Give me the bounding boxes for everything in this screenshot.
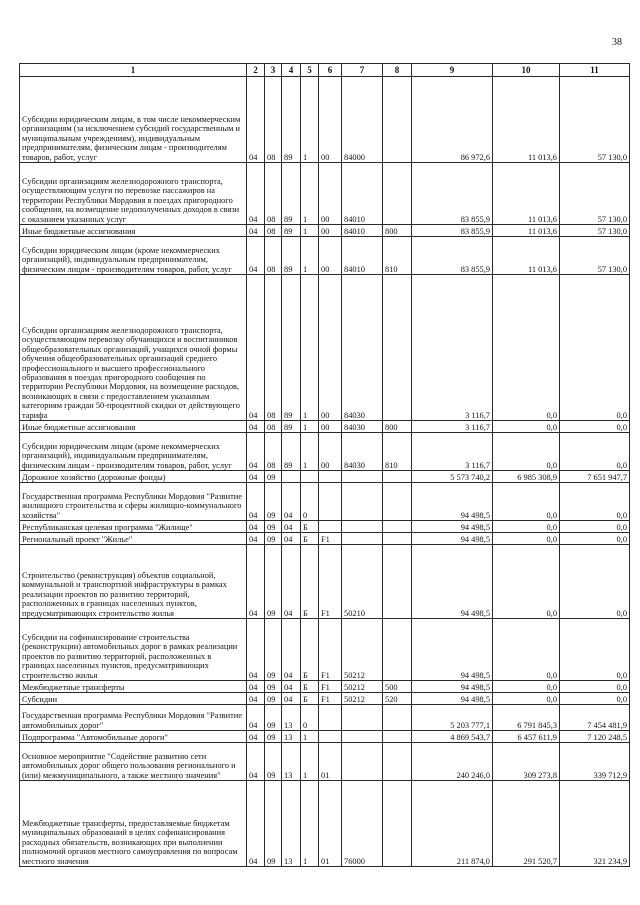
code-cell: F1 xyxy=(319,681,342,693)
code-cell xyxy=(383,619,412,681)
code-cell: 84000 xyxy=(342,77,383,163)
amount-cell: 0,0 xyxy=(493,275,560,421)
amount-cell: 94 498,5 xyxy=(412,619,493,681)
amount-cell: 94 498,5 xyxy=(412,545,493,619)
code-cell: 1 xyxy=(301,781,319,867)
code-cell: 04 xyxy=(282,483,301,521)
code-cell: 08 xyxy=(265,163,282,225)
page-number: 38 xyxy=(612,37,622,48)
amount-cell: 6 457 611,9 xyxy=(493,731,560,743)
code-cell xyxy=(342,483,383,521)
amount-cell: 0,0 xyxy=(560,545,630,619)
code-cell: 810 xyxy=(383,237,412,275)
amount-cell: 94 498,5 xyxy=(412,533,493,545)
amount-cell: 11 013,6 xyxy=(493,237,560,275)
column-header: 11 xyxy=(560,64,630,77)
code-cell: 08 xyxy=(265,421,282,433)
amount-cell: 0,0 xyxy=(560,533,630,545)
amount-cell: 7 651 947,7 xyxy=(560,471,630,483)
row-name-cell: Иные бюджетные ассигнования xyxy=(20,225,247,237)
code-cell xyxy=(342,521,383,533)
row-name-cell: Региональный проект "Жилье" xyxy=(20,533,247,545)
code-cell xyxy=(383,781,412,867)
code-cell xyxy=(383,163,412,225)
column-header: 1 xyxy=(20,64,247,77)
amount-cell: 0,0 xyxy=(493,433,560,471)
code-cell: 89 xyxy=(282,77,301,163)
code-cell: 04 xyxy=(247,731,265,743)
amount-cell: 6 985 308,9 xyxy=(493,471,560,483)
column-header: 9 xyxy=(412,64,493,77)
amount-cell: 11 013,6 xyxy=(493,225,560,237)
amount-cell: 57 130,0 xyxy=(560,225,630,237)
code-cell: 04 xyxy=(247,163,265,225)
code-cell: 50212 xyxy=(342,681,383,693)
code-cell: 04 xyxy=(282,533,301,545)
amount-cell: 86 972,6 xyxy=(412,77,493,163)
code-cell: 50210 xyxy=(342,545,383,619)
amount-cell: 0,0 xyxy=(560,521,630,533)
amount-cell: 309 273,8 xyxy=(493,743,560,781)
amount-cell: 5 573 740,2 xyxy=(412,471,493,483)
code-cell: 00 xyxy=(319,421,342,433)
code-cell xyxy=(383,471,412,483)
code-cell xyxy=(383,533,412,545)
code-cell: 1 xyxy=(301,237,319,275)
code-cell: F1 xyxy=(319,545,342,619)
amount-cell: 11 013,6 xyxy=(493,163,560,225)
amount-cell: 0,0 xyxy=(560,483,630,521)
amount-cell: 0,0 xyxy=(493,521,560,533)
code-cell: F1 xyxy=(319,619,342,681)
row-name-cell: Межбюджетные трансферты xyxy=(20,681,247,693)
amount-cell: 0,0 xyxy=(560,619,630,681)
code-cell: 04 xyxy=(247,483,265,521)
row-name-cell: Субсидии xyxy=(20,693,247,705)
column-header: 2 xyxy=(247,64,265,77)
code-cell xyxy=(383,275,412,421)
amount-cell: 7 454 481,9 xyxy=(560,705,630,731)
code-cell: Б xyxy=(301,681,319,693)
code-cell: 520 xyxy=(383,693,412,705)
row-name-cell: Дорожное хозяйство (дорожные фонды) xyxy=(20,471,247,483)
amount-cell: 83 855,9 xyxy=(412,163,493,225)
code-cell: 13 xyxy=(282,781,301,867)
code-cell xyxy=(342,731,383,743)
code-cell: 04 xyxy=(247,77,265,163)
code-cell: Б xyxy=(301,521,319,533)
code-cell: 04 xyxy=(247,421,265,433)
code-cell xyxy=(301,471,319,483)
table-body xyxy=(20,77,630,867)
column-header: 3 xyxy=(265,64,282,77)
code-cell xyxy=(282,471,301,483)
table-row xyxy=(20,433,630,471)
code-cell: 500 xyxy=(383,681,412,693)
code-cell xyxy=(342,743,383,781)
amount-cell: 240 246,0 xyxy=(412,743,493,781)
row-name-cell: Субсидии на софинансирование строительства (реконструкции) автомобильных дорог в рамках реализации проектов по развитию территорий, расположенных в границах населенных пунктов, предусматривающих строительство жилья xyxy=(20,619,247,681)
amount-cell: 321 234,9 xyxy=(560,781,630,867)
table-row xyxy=(20,693,630,705)
code-cell: 09 xyxy=(265,521,282,533)
code-cell: 08 xyxy=(265,225,282,237)
row-name-cell: Государственная программа Республики Мордовия "Развитие жилищного строительства и сферы жилищно-коммунального хозяйства" xyxy=(20,483,247,521)
code-cell: 84010 xyxy=(342,163,383,225)
amount-cell: 83 855,9 xyxy=(412,225,493,237)
code-cell: 04 xyxy=(282,693,301,705)
code-cell: 1 xyxy=(301,433,319,471)
amount-cell: 0,0 xyxy=(560,275,630,421)
column-header: 7 xyxy=(342,64,383,77)
amount-cell: 5 203 777,1 xyxy=(412,705,493,731)
code-cell: 1 xyxy=(301,163,319,225)
table-row xyxy=(20,743,630,781)
code-cell: 08 xyxy=(265,237,282,275)
column-header: 10 xyxy=(493,64,560,77)
row-name-cell: Субсидии юридическим лицам (кроме некоммерческих организаций), индивидуальным предпринимателям, физическим лицам - производителям товаров, работ, услуг xyxy=(20,433,247,471)
code-cell xyxy=(383,545,412,619)
row-name-cell: Субсидии организациям железнодорожного транспорта, осуществляющим перевозку обучающихся и воспитанников общеобразовательных организаций, учащихся очной формы обучения общеобразовательных организаций среднего профессионального и высшего профессионального образования в поездах пригородного сообщения по территории Республики Мордовия, на возмещение расходов, возникающих в связи с предоставлением указанным категориям граждан 50-процентной скидки от действующего тарифа xyxy=(20,275,247,421)
table-row xyxy=(20,471,630,483)
code-cell: Б xyxy=(301,545,319,619)
amount-cell: 0,0 xyxy=(560,693,630,705)
column-header: 8 xyxy=(383,64,412,77)
amount-cell: 57 130,0 xyxy=(560,77,630,163)
table-row xyxy=(20,163,630,225)
code-cell: 1 xyxy=(301,743,319,781)
code-cell: 00 xyxy=(319,275,342,421)
code-cell: 04 xyxy=(247,619,265,681)
code-cell: 13 xyxy=(282,705,301,731)
row-name-cell: Подпрограмма "Автомобильные дороги" xyxy=(20,731,247,743)
code-cell: 04 xyxy=(247,705,265,731)
row-name-cell: Строительство (реконструкция) объектов социальной, коммунальной и транспортной инфраструктуры в рамках реализации проектов по развитию территорий, расположенных в границах населенных пунктов, предусматривающих строительство жилья xyxy=(20,545,247,619)
code-cell xyxy=(383,705,412,731)
code-cell xyxy=(342,471,383,483)
code-cell: 00 xyxy=(319,433,342,471)
code-cell: 04 xyxy=(247,693,265,705)
amount-cell: 3 116,7 xyxy=(412,433,493,471)
code-cell xyxy=(383,521,412,533)
code-cell: 04 xyxy=(247,225,265,237)
code-cell: 0 xyxy=(301,705,319,731)
code-cell: Б xyxy=(301,693,319,705)
amount-cell: 6 791 845,3 xyxy=(493,705,560,731)
code-cell: 08 xyxy=(265,275,282,421)
code-cell xyxy=(383,731,412,743)
code-cell: 13 xyxy=(282,731,301,743)
table-header xyxy=(20,64,630,77)
code-cell xyxy=(383,77,412,163)
table-row xyxy=(20,225,630,237)
code-cell: 1 xyxy=(301,275,319,421)
amount-cell: 0,0 xyxy=(560,433,630,471)
code-cell: 04 xyxy=(247,681,265,693)
code-cell: 04 xyxy=(247,743,265,781)
code-cell: F1 xyxy=(319,693,342,705)
code-cell: Б xyxy=(301,533,319,545)
code-cell xyxy=(342,533,383,545)
code-cell: 09 xyxy=(265,681,282,693)
table-row xyxy=(20,77,630,163)
code-cell: 00 xyxy=(319,77,342,163)
code-cell xyxy=(319,521,342,533)
code-cell: 08 xyxy=(265,433,282,471)
code-cell: 09 xyxy=(265,619,282,681)
code-cell: 09 xyxy=(265,693,282,705)
code-cell: 09 xyxy=(265,781,282,867)
amount-cell: 0,0 xyxy=(493,421,560,433)
code-cell: 84010 xyxy=(342,225,383,237)
table-row xyxy=(20,237,630,275)
code-cell: 04 xyxy=(247,237,265,275)
code-cell: 84010 xyxy=(342,237,383,275)
table-row xyxy=(20,521,630,533)
amount-cell: 3 116,7 xyxy=(412,421,493,433)
code-cell: 09 xyxy=(265,533,282,545)
table-row xyxy=(20,545,630,619)
amount-cell: 0,0 xyxy=(493,545,560,619)
row-name-cell: Иные бюджетные ассигнования xyxy=(20,421,247,433)
row-name-cell: Государственная программа Республики Мордовия "Развитие автомобильных дорог" xyxy=(20,705,247,731)
code-cell: 04 xyxy=(247,545,265,619)
amount-cell: 57 130,0 xyxy=(560,237,630,275)
code-cell: 50212 xyxy=(342,693,383,705)
amount-cell: 0,0 xyxy=(560,681,630,693)
code-cell: 00 xyxy=(319,237,342,275)
code-cell: 84030 xyxy=(342,433,383,471)
column-header: 4 xyxy=(282,64,301,77)
code-cell: 04 xyxy=(282,619,301,681)
code-cell: 04 xyxy=(247,275,265,421)
table-row xyxy=(20,421,630,433)
budget-table xyxy=(19,63,630,867)
code-cell: 800 xyxy=(383,421,412,433)
code-cell: 01 xyxy=(319,781,342,867)
amount-cell: 0,0 xyxy=(493,483,560,521)
code-cell: 84030 xyxy=(342,275,383,421)
code-cell: 01 xyxy=(319,743,342,781)
table-row xyxy=(20,705,630,731)
code-cell: 00 xyxy=(319,163,342,225)
code-cell: 09 xyxy=(265,705,282,731)
code-cell: 89 xyxy=(282,163,301,225)
amount-cell: 339 712,9 xyxy=(560,743,630,781)
code-cell: 89 xyxy=(282,237,301,275)
amount-cell: 4 869 543,7 xyxy=(412,731,493,743)
amount-cell: 94 498,5 xyxy=(412,681,493,693)
amount-cell: 94 498,5 xyxy=(412,693,493,705)
code-cell: 04 xyxy=(247,781,265,867)
code-cell: 09 xyxy=(265,743,282,781)
code-cell: 84030 xyxy=(342,421,383,433)
table-row xyxy=(20,483,630,521)
amount-cell: 0,0 xyxy=(493,619,560,681)
code-cell: 04 xyxy=(247,433,265,471)
code-cell: 76000 xyxy=(342,781,383,867)
table-row xyxy=(20,275,630,421)
code-cell: Б xyxy=(301,619,319,681)
amount-cell: 7 120 248,5 xyxy=(560,731,630,743)
code-cell xyxy=(319,731,342,743)
code-cell: 1 xyxy=(301,77,319,163)
code-cell xyxy=(319,483,342,521)
amount-cell: 0,0 xyxy=(560,421,630,433)
row-name-cell: Основное мероприятие "Содействие развитию сети автомобильных дорог общего пользования регионального и (или) межмуниципального, а также местного значения" xyxy=(20,743,247,781)
code-cell xyxy=(383,483,412,521)
amount-cell: 11 013,6 xyxy=(493,77,560,163)
amount-cell: 57 130,0 xyxy=(560,163,630,225)
code-cell: 09 xyxy=(265,545,282,619)
row-name-cell: Межбюджетные трансферты, предоставляемые бюджетам муниципальных образований в целях софинансирования расходных обязательств, возникающих при выполнении полномочий органов местного самоуправления по вопросам местного значения xyxy=(20,781,247,867)
amount-cell: 0,0 xyxy=(493,693,560,705)
code-cell: 1 xyxy=(301,421,319,433)
code-cell: 04 xyxy=(282,681,301,693)
code-cell: 04 xyxy=(247,533,265,545)
code-cell: 09 xyxy=(265,731,282,743)
code-cell: 08 xyxy=(265,77,282,163)
code-cell: 50212 xyxy=(342,619,383,681)
table-row xyxy=(20,533,630,545)
table-row xyxy=(20,619,630,681)
amount-cell: 0,0 xyxy=(493,533,560,545)
code-cell: 04 xyxy=(247,521,265,533)
code-cell: 13 xyxy=(282,743,301,781)
amount-cell: 94 498,5 xyxy=(412,483,493,521)
amount-cell: 3 116,7 xyxy=(412,275,493,421)
code-cell: 810 xyxy=(383,433,412,471)
amount-cell: 0,0 xyxy=(493,681,560,693)
column-header: 6 xyxy=(319,64,342,77)
code-cell: 09 xyxy=(265,471,282,483)
code-cell: 1 xyxy=(301,225,319,237)
code-cell: 89 xyxy=(282,421,301,433)
code-cell: F1 xyxy=(319,533,342,545)
code-cell: 04 xyxy=(282,521,301,533)
code-cell: 00 xyxy=(319,225,342,237)
code-cell: 89 xyxy=(282,275,301,421)
amount-cell: 83 855,9 xyxy=(412,237,493,275)
amount-cell: 291 520,7 xyxy=(493,781,560,867)
table-row xyxy=(20,731,630,743)
row-name-cell: Субсидии юридическим лицам, в том числе некоммерческим организациям (за исключением субсидий государственным и муниципальным учреждениям), индивидуальным предпринимателям, физическим лицам - производителям товаров, работ, услуг xyxy=(20,77,247,163)
code-cell: 800 xyxy=(383,225,412,237)
code-cell xyxy=(319,471,342,483)
code-cell: 09 xyxy=(265,483,282,521)
column-header: 5 xyxy=(301,64,319,77)
code-cell: 89 xyxy=(282,433,301,471)
code-cell: 04 xyxy=(282,545,301,619)
row-name-cell: Субсидии юридическим лицам (кроме некоммерческих организаций), индивидуальным предпринимателям, физическим лицам - производителям товаров, работ, услуг xyxy=(20,237,247,275)
table-row xyxy=(20,681,630,693)
table-row xyxy=(20,781,630,867)
code-cell xyxy=(383,743,412,781)
row-name-cell: Субсидии организациям железнодорожного транспорта, осуществляющим услуги по перевозке пассажиров на территории Республики Мордовия в поездах пригородного сообщения, на возмещение недополученных доходов в связи с оказанием указанных услуг xyxy=(20,163,247,225)
row-name-cell: Республиканская целевая программа "Жилище" xyxy=(20,521,247,533)
code-cell: 04 xyxy=(247,471,265,483)
code-cell xyxy=(342,705,383,731)
amount-cell: 94 498,5 xyxy=(412,521,493,533)
code-cell xyxy=(319,705,342,731)
code-cell: 1 xyxy=(301,731,319,743)
code-cell: 89 xyxy=(282,225,301,237)
amount-cell: 211 874,0 xyxy=(412,781,493,867)
code-cell: 0 xyxy=(301,483,319,521)
